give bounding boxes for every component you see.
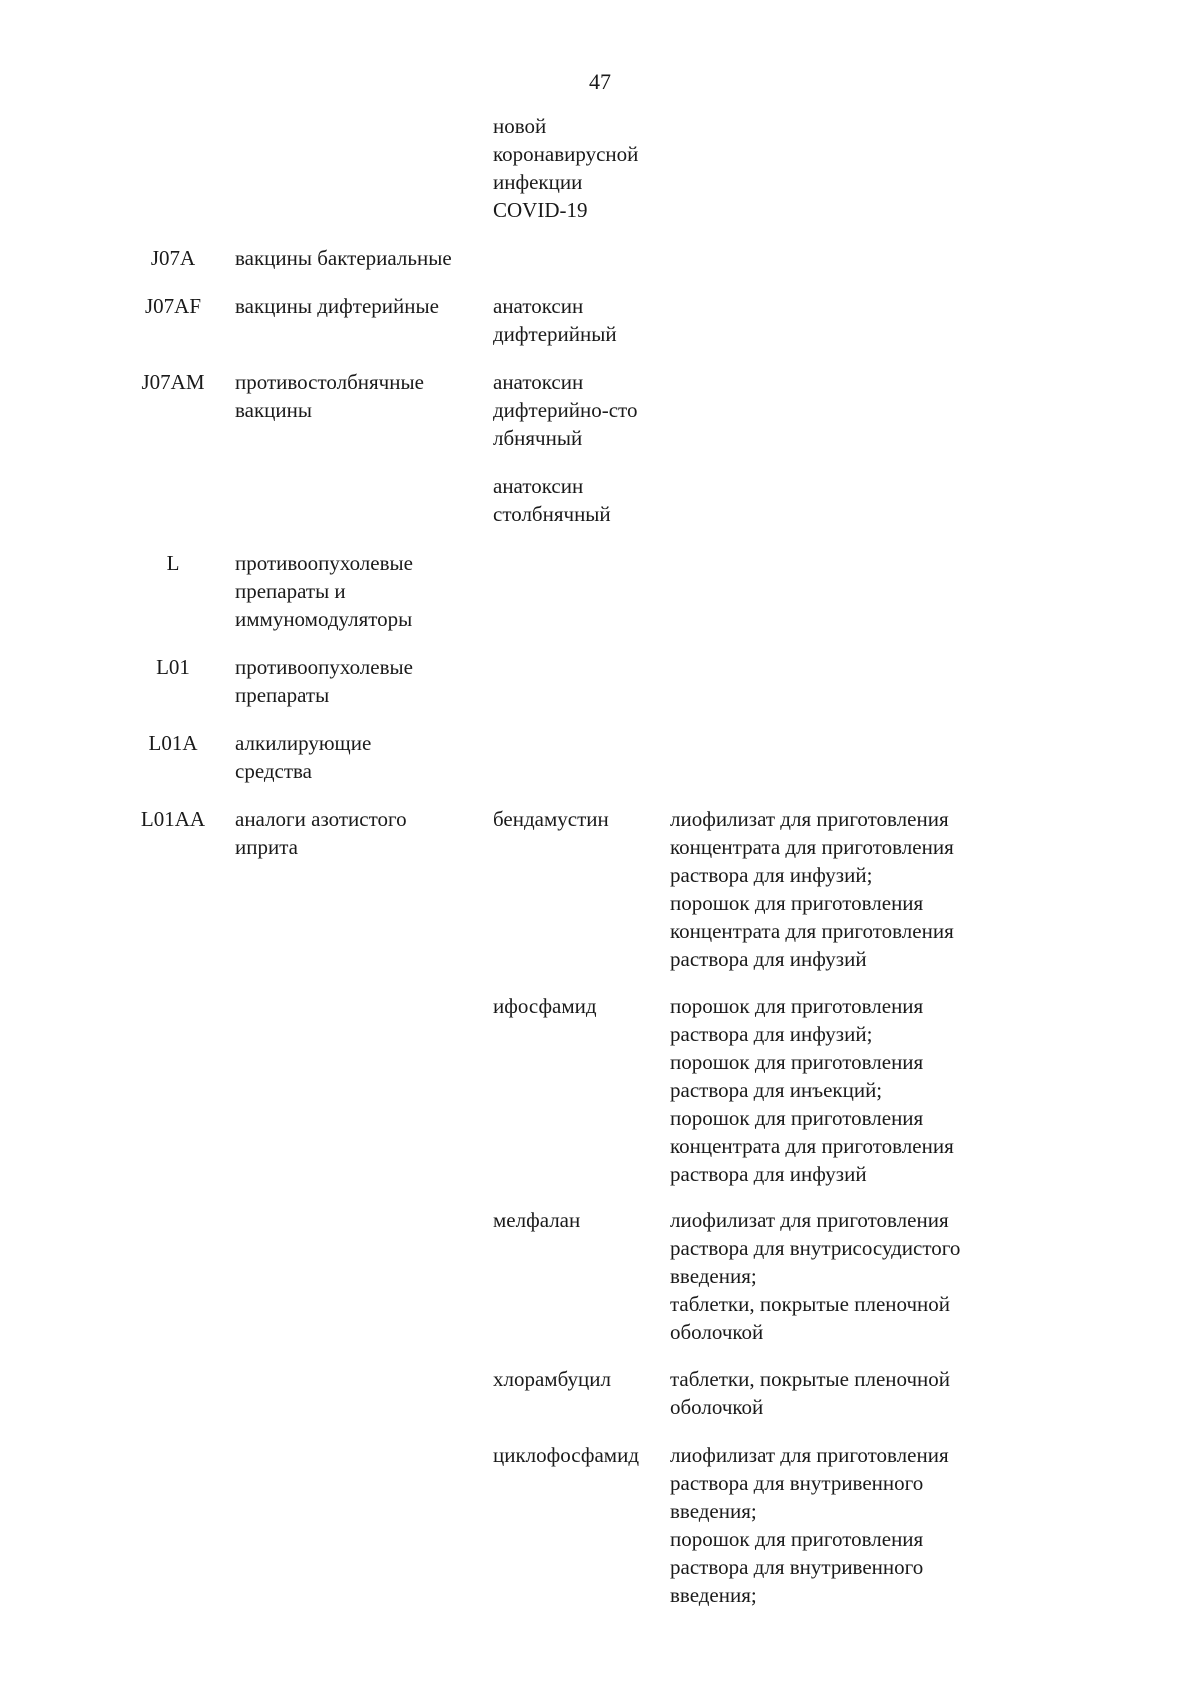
dosage-form (670, 992, 1030, 1188)
anatomical-group (235, 292, 485, 320)
drug-name-line: лбнячный (493, 426, 583, 450)
dosage-form-line: раствора для инфузий (670, 947, 867, 971)
atc-code: L01 (156, 655, 190, 679)
anatomical-group-line: вакцины бактериальные (235, 246, 452, 270)
dosage-form-line: раствора для инфузий (670, 1162, 867, 1186)
dosage-form (670, 1206, 1030, 1346)
drug-name (493, 805, 673, 833)
anatomical-group (235, 549, 485, 633)
drug-name-line: коронавирусной (493, 142, 639, 166)
atc-code: J07AM (141, 370, 205, 394)
dosage-form-line: порошок для приготовления (670, 1106, 924, 1130)
dosage-form-line: раствора для инфузий; (670, 1022, 873, 1046)
dosage-form-line: лиофилизат для приготовления (670, 1443, 949, 1467)
drug-name-line: новой (493, 114, 547, 138)
drug-name-line: столбнячный (493, 502, 611, 526)
drug-name-line: COVID-19 (493, 198, 588, 222)
anatomical-group-line: вакцины дифтерийные (235, 294, 439, 318)
anatomical-group-line: средства (235, 759, 313, 783)
anatomical-group-line: алкилирующие (235, 731, 372, 755)
anatomical-group (235, 805, 485, 861)
dosage-form-line: лиофилизат для приготовления (670, 807, 949, 831)
anatomical-group-line: противоопухолевые (235, 551, 413, 575)
dosage-form-line: порошок для приготовления (670, 1050, 924, 1074)
drug-name (493, 1206, 673, 1234)
anatomical-group-line: иммуномодуляторы (235, 607, 413, 631)
drug-name-line: бендамустин (493, 807, 609, 831)
drug-name (493, 292, 673, 348)
atc-code: J07AF (144, 294, 202, 318)
dosage-form (670, 805, 1030, 973)
drug-name (493, 1365, 673, 1393)
drug-name-line: анатоксин (493, 370, 584, 394)
anatomical-group-line: вакцины (235, 398, 312, 422)
drug-name-line: циклофосфамид (493, 1443, 640, 1467)
dosage-form-line: лиофилизат для приготовления (670, 1208, 949, 1232)
anatomical-group (235, 368, 485, 424)
dosage-form-line: раствора для инъекций; (670, 1078, 883, 1102)
anatomical-group (235, 653, 485, 709)
drug-name-line: дифтерийно-сто (493, 398, 638, 422)
anatomical-group (235, 729, 485, 785)
dosage-form (670, 1365, 1030, 1421)
dosage-form-line: введения; (670, 1264, 757, 1288)
drug-name (493, 368, 673, 452)
drug-name-line: мелфалан (493, 1208, 581, 1232)
dosage-form-line: концентрата для приготовления (670, 1134, 954, 1158)
atc-code: L (166, 551, 180, 575)
drug-name (493, 992, 673, 1020)
dosage-form-line: порошок для приготовления (670, 1527, 924, 1551)
dosage-form-line: таблетки, покрытые пленочной (670, 1367, 951, 1391)
anatomical-group (235, 244, 485, 272)
dosage-form-line: оболочкой (670, 1320, 764, 1344)
drug-name-line: анатоксин (493, 474, 584, 498)
dosage-form-line: порошок для приготовления (670, 994, 924, 1018)
page-number: 47 (589, 69, 611, 94)
drug-name-line: анатоксин (493, 294, 584, 318)
drug-name-line: ифосфамид (493, 994, 597, 1018)
anatomical-group-line: иприта (235, 835, 298, 859)
dosage-form-line: таблетки, покрытые пленочной (670, 1292, 951, 1316)
drug-name (493, 1441, 673, 1469)
dosage-form-line: раствора для внутривенного (670, 1555, 924, 1579)
atc-code: J07A (150, 246, 196, 270)
atc-code: L01A (148, 731, 198, 755)
dosage-form-line: концентрата для приготовления (670, 919, 954, 943)
drug-name (493, 472, 673, 528)
dosage-form-line: порошок для приготовления (670, 891, 924, 915)
dosage-form-line: раствора для внутривенного (670, 1471, 924, 1495)
drug-name (493, 112, 673, 224)
anatomical-group-line: аналоги азотистого (235, 807, 407, 831)
anatomical-group-line: противостолбнячные (235, 370, 424, 394)
dosage-form-line: раствора для внутрисосудистого (670, 1236, 961, 1260)
dosage-form-line: введения; (670, 1583, 757, 1607)
dosage-form-line: оболочкой (670, 1395, 764, 1419)
dosage-form-line: раствора для инфузий; (670, 863, 873, 887)
anatomical-group-line: препараты и (235, 579, 346, 603)
drug-name-line: хлорамбуцил (493, 1367, 611, 1391)
dosage-form-line: введения; (670, 1499, 757, 1523)
drug-name-line: инфекции (493, 170, 583, 194)
atc-code: L01AA (140, 807, 206, 831)
anatomical-group-line: противоопухолевые (235, 655, 413, 679)
anatomical-group-line: препараты (235, 683, 330, 707)
dosage-form (670, 1441, 1030, 1609)
dosage-form-line: концентрата для приготовления (670, 835, 954, 859)
drug-name-line: дифтерийный (493, 322, 617, 346)
